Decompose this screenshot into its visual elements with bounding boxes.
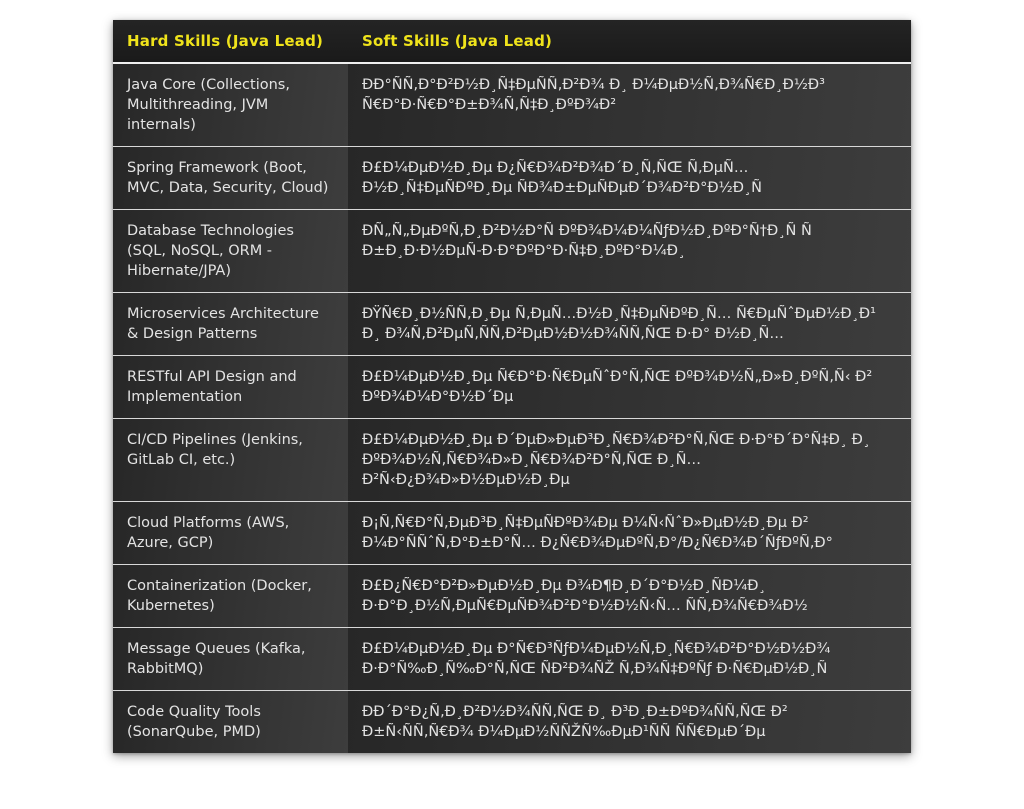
hard-skill-cell: Spring Framework (Boot, MVC, Data, Security, Cloud) [113,147,348,210]
soft-skill-cell: Ð£Ð¼ÐµÐ½Ð¸Ðµ Ñ€Ð°Ð·Ñ€ÐµÑˆÐ°Ñ‚ÑŒ ÐºÐ¾Ð½Ñ„Ð»Ð¸ÐºÑ‚Ñ‹ Ð² ÐºÐ¾Ð¼Ð°Ð½Ð´Ðµ [348,356,911,419]
table-row [113,628,911,691]
table-row [113,210,911,293]
table-row [113,293,911,356]
table-row [113,356,911,419]
skills-table [113,20,911,753]
table-body [113,63,911,753]
table-row [113,419,911,502]
soft-skill-cell: ÐÐ°ÑÑ‚Ð°Ð²Ð½Ð¸Ñ‡ÐµÑÑ‚Ð²Ð¾ Ð¸ Ð¼ÐµÐ½Ñ‚Ð¾Ñ€Ð¸Ð½Ð³ Ñ€Ð°Ð·Ñ€Ð°Ð±Ð¾Ñ‚Ñ‡Ð¸ÐºÐ¾Ð² [348,63,911,147]
hard-skill-cell: Containerization (Docker, Kubernetes) [113,565,348,628]
soft-skills-header: Soft Skills (Java Lead) [348,20,911,63]
soft-skill-cell: Ð£Ð¼ÐµÐ½Ð¸Ðµ Ð°Ñ€Ð³ÑƒÐ¼ÐµÐ½Ñ‚Ð¸Ñ€Ð¾Ð²Ð°Ð½Ð½Ð¾ Ð·Ð°Ñ‰Ð¸Ñ‰Ð°Ñ‚ÑŒ ÑÐ²Ð¾ÑŽ Ñ‚Ð¾Ñ‡ÐºÑƒ Ð·Ñ€ÐµÐ½Ð¸Ñ [348,628,911,691]
soft-skill-cell: ÐŸÑ€Ð¸Ð½ÑÑ‚Ð¸Ðµ Ñ‚ÐµÑ…Ð½Ð¸Ñ‡ÐµÑÐºÐ¸Ñ… Ñ€ÐµÑˆÐµÐ½Ð¸Ð¹ Ð¸ Ð¾Ñ‚Ð²ÐµÑ‚ÑÑ‚Ð²ÐµÐ½Ð½Ð¾ÑÑ‚ÑŒ Ð·Ð° Ð½Ð¸Ñ… [348,293,911,356]
table-row [113,691,911,754]
soft-skill-cell: Ð£Ð¿Ñ€Ð°Ð²Ð»ÐµÐ½Ð¸Ðµ Ð¾Ð¶Ð¸Ð´Ð°Ð½Ð¸ÑÐ¼Ð¸ Ð·Ð°Ð¸Ð½Ñ‚ÐµÑ€ÐµÑÐ¾Ð²Ð°Ð½Ð½Ñ‹Ñ… ÑÑ‚Ð¾Ñ€Ð¾Ð½ [348,565,911,628]
soft-skill-cell: Ð£Ð¼ÐµÐ½Ð¸Ðµ Ð´ÐµÐ»ÐµÐ³Ð¸Ñ€Ð¾Ð²Ð°Ñ‚ÑŒ Ð·Ð°Ð´Ð°Ñ‡Ð¸ Ð¸ ÐºÐ¾Ð½Ñ‚Ñ€Ð¾Ð»Ð¸Ñ€Ð¾Ð²Ð°Ñ‚ÑŒ Ð¸Ñ… Ð²Ñ‹Ð¿Ð¾Ð»Ð½ÐµÐ½Ð¸Ðµ [348,419,911,502]
table-row [113,147,911,210]
hard-skills-header: Hard Skills (Java Lead) [113,20,348,63]
soft-skill-cell: ÐÑ„Ñ„ÐµÐºÑ‚Ð¸Ð²Ð½Ð°Ñ ÐºÐ¾Ð¼Ð¼ÑƒÐ½Ð¸ÐºÐ°Ñ†Ð¸Ñ Ñ Ð±Ð¸Ð·Ð½ÐµÑ-Ð·Ð°ÐºÐ°Ð·Ñ‡Ð¸ÐºÐ°Ð¼Ð¸ [348,210,911,293]
soft-skill-cell: Ð¡Ñ‚Ñ€Ð°Ñ‚ÐµÐ³Ð¸Ñ‡ÐµÑÐºÐ¾Ðµ Ð¼Ñ‹ÑˆÐ»ÐµÐ½Ð¸Ðµ Ð² Ð¼Ð°ÑÑˆÑ‚Ð°Ð±Ð°Ñ… Ð¿Ñ€Ð¾ÐµÐºÑ‚Ð°/Ð¿Ñ€Ð¾Ð´ÑƒÐºÑ‚Ð° [348,502,911,565]
hard-skill-cell: Database Technologies (SQL, NoSQL, ORM - Hibernate/JPA) [113,210,348,293]
table-row [113,63,911,147]
table-row [113,565,911,628]
skills-table-container [113,20,911,753]
hard-skill-cell: Code Quality Tools (SonarQube, PMD) [113,691,348,754]
hard-skill-cell: Microservices Architecture & Design Patterns [113,293,348,356]
hard-skill-cell: Message Queues (Kafka, RabbitMQ) [113,628,348,691]
soft-skill-cell: Ð£Ð¼ÐµÐ½Ð¸Ðµ Ð¿Ñ€Ð¾Ð²Ð¾Ð´Ð¸Ñ‚ÑŒ Ñ‚ÐµÑ…Ð½Ð¸Ñ‡ÐµÑÐºÐ¸Ðµ ÑÐ¾Ð±ÐµÑÐµÐ´Ð¾Ð²Ð°Ð½Ð¸Ñ [348,147,911,210]
table-row [113,502,911,565]
table-header-row [113,20,911,63]
hard-skill-cell: Java Core (Collections, Multithreading, JVM internals) [113,63,348,147]
hard-skill-cell: CI/CD Pipelines (Jenkins, GitLab CI, etc.) [113,419,348,502]
hard-skill-cell: Cloud Platforms (AWS, Azure, GCP) [113,502,348,565]
soft-skill-cell: ÐÐ´Ð°Ð¿Ñ‚Ð¸Ð²Ð½Ð¾ÑÑ‚ÑŒ Ð¸ Ð³Ð¸Ð±ÐºÐ¾ÑÑ‚ÑŒ Ð² Ð±Ñ‹ÑÑ‚Ñ€Ð¾ Ð¼ÐµÐ½ÑÑŽÑ‰ÐµÐ¹ÑÑ ÑÑ€ÐµÐ´Ðµ [348,691,911,754]
hard-skill-cell: RESTful API Design and Implementation [113,356,348,419]
